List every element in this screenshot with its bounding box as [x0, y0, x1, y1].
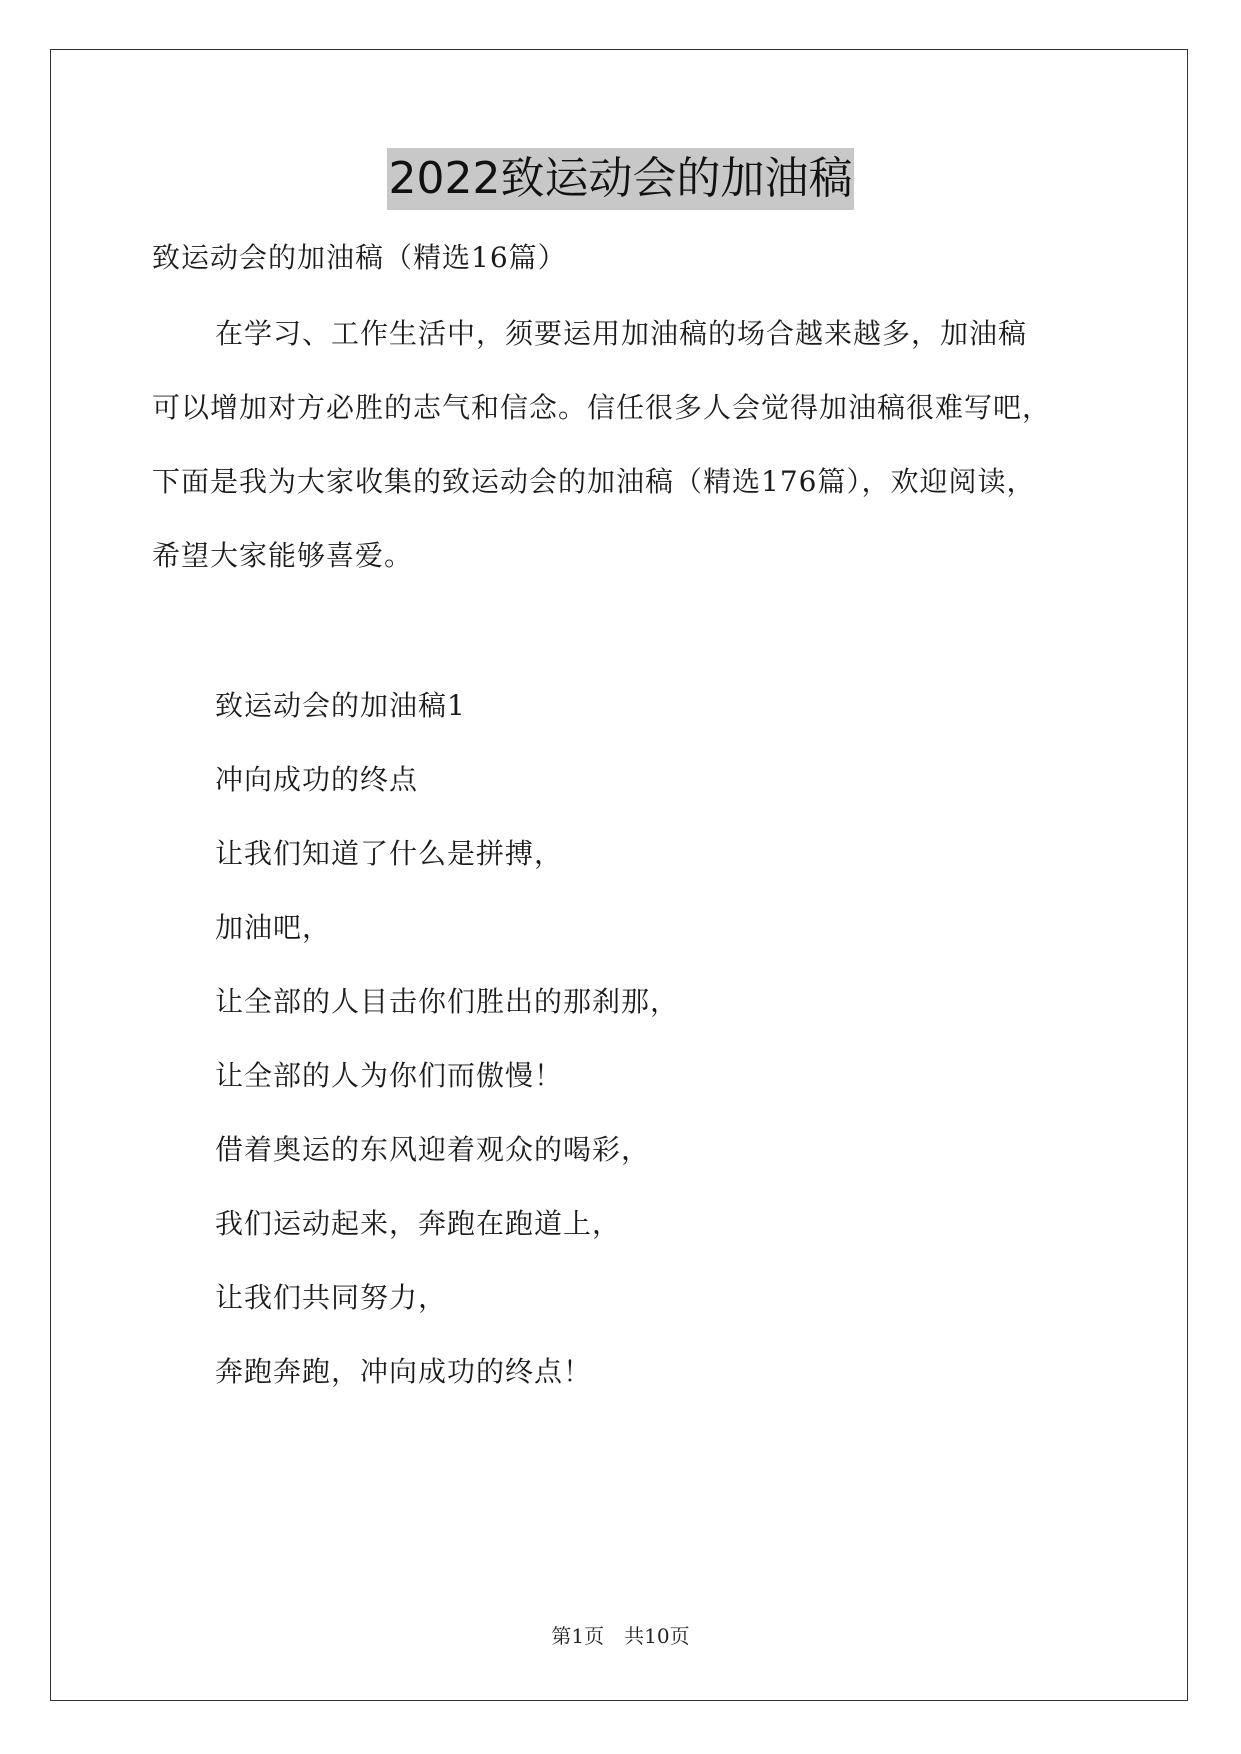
poem-line-3: 加油吧， [215, 911, 332, 944]
intro-line-3: 下面是我为大家收集的致运动会的加油稿（精选176篇），欢迎阅读， [152, 465, 1036, 498]
poem-line-8: 让我们共同努力， [215, 1281, 448, 1314]
section-heading: 致运动会的加油稿1 [215, 689, 466, 722]
intro-line-1: 在学习、工作生活中，须要运用加油稿的场合越来越多，加油稿 [215, 317, 1028, 350]
intro-line-2: 可以增加对方必胜的志气和信念。信任很多人会觉得加油稿很难写吧， [152, 391, 1052, 424]
page-border [50, 49, 1188, 1701]
document-title: 2022致运动会的加油稿 [387, 148, 855, 210]
poem-line-7: 我们运动起来，奔跑在跑道上， [215, 1207, 622, 1240]
intro-line-4: 希望大家能够喜爱。 [152, 539, 414, 572]
title-wrap [0, 148, 1241, 210]
poem-line-2: 让我们知道了什么是拼搏， [215, 837, 564, 870]
page-total: 共10页 [624, 1624, 690, 1648]
page-footer [0, 1622, 1241, 1650]
poem-line-9: 奔跑奔跑，冲向成功的终点！ [215, 1355, 593, 1388]
poem-line-1: 冲向成功的终点 [215, 763, 419, 796]
poem-line-4: 让全部的人目击你们胜出的那刹那， [215, 985, 680, 1018]
poem-line-6: 借着奥运的东风迎着观众的喝彩， [215, 1133, 651, 1166]
poem-line-5: 让全部的人为你们而傲慢！ [215, 1059, 564, 1092]
page-number: 第1页 [551, 1624, 605, 1648]
document-subtitle: 致运动会的加油稿（精选16篇） [152, 241, 567, 274]
